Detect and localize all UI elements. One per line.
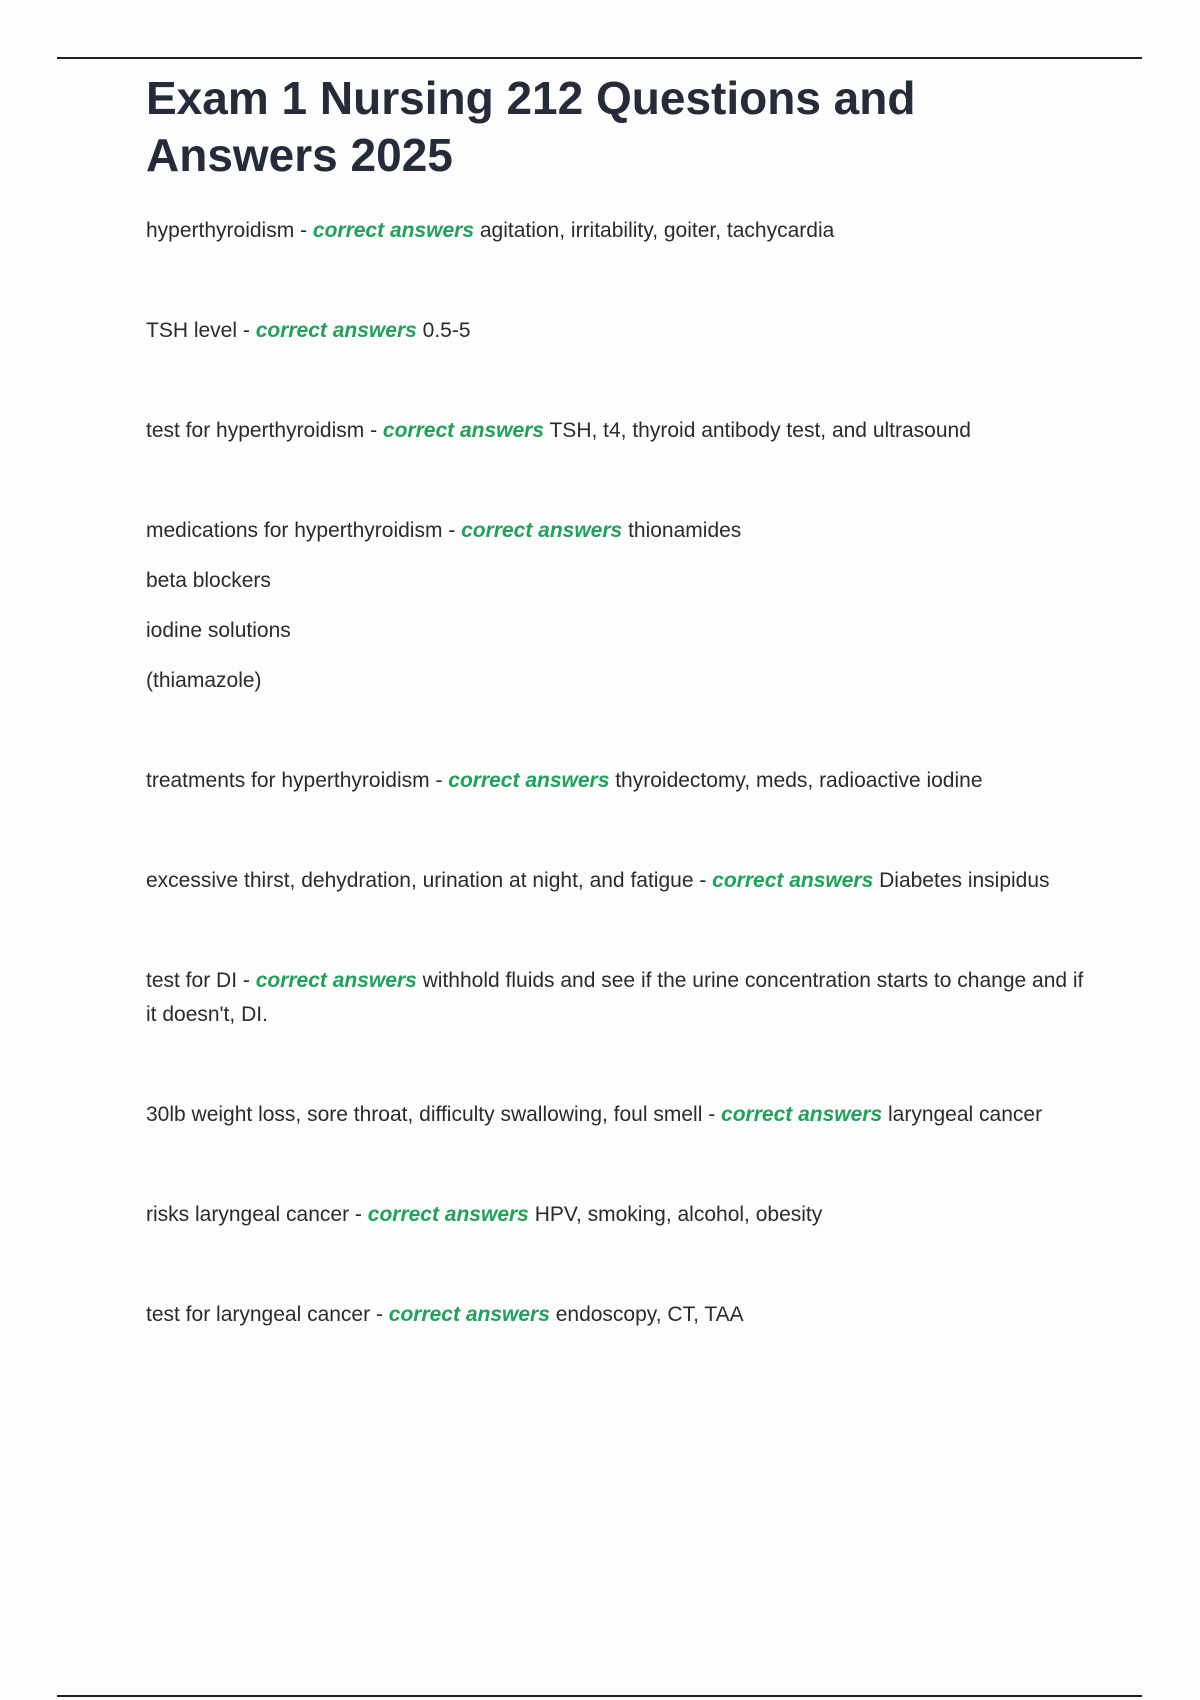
answer-extra-line: beta blockers xyxy=(146,569,271,592)
answer-text: TSH, t4, thyroid antibody test, and ultrasound xyxy=(549,419,971,442)
qa-line xyxy=(146,964,1086,1032)
correct-answers-label: correct answers xyxy=(388,1303,550,1326)
separator: - xyxy=(364,419,383,442)
bottom-rule xyxy=(57,1695,1142,1697)
separator: - xyxy=(237,319,256,342)
correct-answers-label: correct answers xyxy=(312,219,474,242)
question-text: test for laryngeal cancer xyxy=(146,1303,371,1326)
separator: - xyxy=(370,1303,389,1326)
separator: - xyxy=(237,969,256,992)
answer-text: thyroidectomy, meds, radioactive iodine xyxy=(615,769,983,792)
qa-list xyxy=(146,214,1086,1332)
qa-line xyxy=(146,214,1086,248)
question-text: treatments for hyperthyroidism xyxy=(146,769,430,792)
qa-line xyxy=(146,1198,1086,1232)
qa-line xyxy=(146,514,1086,548)
correct-answers-label: correct answers xyxy=(382,419,545,442)
correct-answers-label: correct answers xyxy=(255,319,417,342)
qa-item xyxy=(146,864,1086,898)
correct-answers-label: correct answers xyxy=(448,769,610,792)
qa-item xyxy=(146,214,1086,248)
question-text: TSH level xyxy=(146,319,238,342)
question-text: test for DI xyxy=(146,969,238,992)
correct-answers-label: correct answers xyxy=(461,519,623,542)
separator: - xyxy=(693,869,713,892)
correct-answers-label: correct answers xyxy=(255,969,417,992)
qa-item xyxy=(146,764,1086,798)
qa-item xyxy=(146,414,1086,448)
qa-line xyxy=(146,414,1086,448)
question-text: 30lb weight loss, sore throat, difficulty swallowing, foul smell xyxy=(146,1103,703,1126)
question-text: medications for hyperthyroidism xyxy=(146,519,443,542)
separator: - xyxy=(442,519,462,542)
answer-extra-line: (thiamazole) xyxy=(146,669,262,692)
answer-text: thionamides xyxy=(628,519,742,542)
qa-item xyxy=(146,514,1086,698)
separator: - xyxy=(349,1203,368,1226)
page-title: Exam 1 Nursing 212 Questions and Answers 2025 xyxy=(146,72,916,181)
question-text: risks laryngeal cancer xyxy=(146,1203,350,1226)
answer-text: Diabetes insipidus xyxy=(879,869,1050,892)
qa-item xyxy=(146,314,1086,348)
qa-line xyxy=(146,314,1086,348)
separator: - xyxy=(702,1103,722,1126)
separator: - xyxy=(294,219,313,242)
qa-item xyxy=(146,1198,1086,1232)
qa-line xyxy=(146,1298,1086,1332)
question-text: excessive thirst, dehydration, urination at night, and fatigue xyxy=(146,869,694,892)
correct-answers-label: correct answers xyxy=(367,1203,529,1226)
answer-text: agitation, irritability, goiter, tachycardia xyxy=(479,219,835,242)
separator: - xyxy=(429,769,449,792)
answer-text: 0.5-5 xyxy=(422,319,471,342)
qa-line xyxy=(146,864,1086,898)
answer-text: withhold fluids and see if the urine concentration starts to change and if it doesn't, DI. xyxy=(146,969,1084,1026)
question-text: test for hyperthyroidism xyxy=(146,419,365,442)
qa-line xyxy=(146,1098,1086,1132)
qa-line xyxy=(146,764,1086,798)
answer-text: laryngeal cancer xyxy=(887,1103,1043,1126)
qa-item xyxy=(146,964,1086,1032)
answer-text: endoscopy, CT, TAA xyxy=(555,1303,744,1326)
answer-extra-line: iodine solutions xyxy=(146,619,291,642)
correct-answers-label: correct answers xyxy=(712,869,874,892)
correct-answers-label: correct answers xyxy=(721,1103,883,1126)
qa-item xyxy=(146,1298,1086,1332)
question-text: hyperthyroidism xyxy=(146,219,295,242)
top-rule xyxy=(57,57,1142,59)
qa-item xyxy=(146,1098,1086,1132)
answer-text: HPV, smoking, alcohol, obesity xyxy=(534,1203,823,1226)
document-page xyxy=(146,70,1086,1398)
